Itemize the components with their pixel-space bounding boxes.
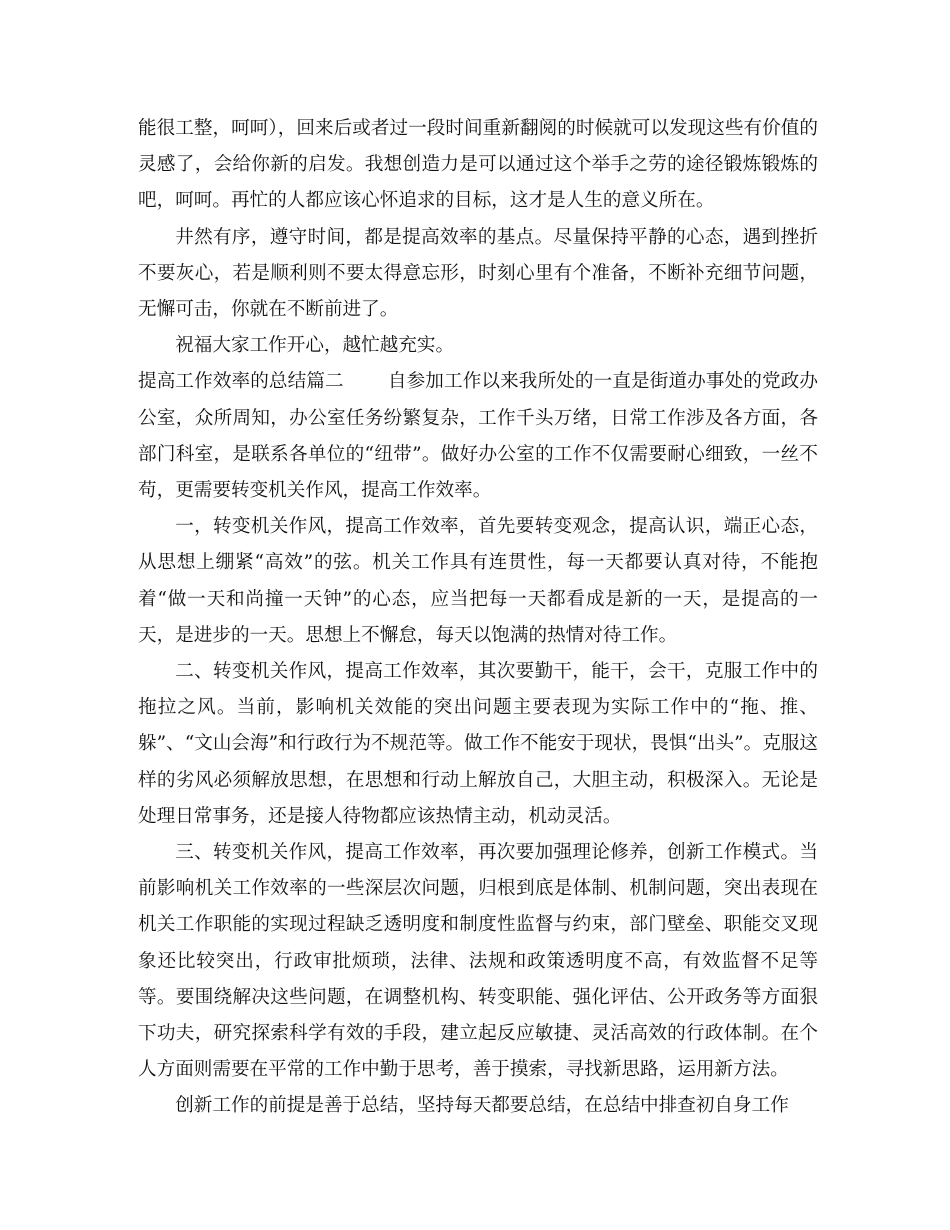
paragraph-4-text: 自参加工作以来我所处的一直是街道办事处的党政办公室，众所周知，办公室任务纷繁复杂，工作千头万绪，日常工作涉及各方面，各部门科室，是联系各单位的“纽带”。做好办公室的工作不仅需要耐心细致，一丝不苟，更需要转变机关作风，提高工作效率。 — [138, 371, 818, 502]
section-heading: 提高工作效率的总结篇二 — [138, 371, 344, 393]
paragraph-5: 一，转变机关作风，提高工作效率，首先要转变观念，提高认识，端正心态，从思想上绷紧“高效”的弦。机关工作具有连贯性，每一天都要认真对待，不能抱着“做一天和尚撞一天钟”的心态，应当把每一天都看成是新的一天，是提高的一天，是进步的一天。思想上不懈怠，每天以饱满的热情对待工作。 — [138, 516, 818, 646]
paragraph-8: 创新工作的前提是善于总结，坚持每天都要总结，在总结中排查初自身工作 — [175, 1095, 789, 1117]
paragraph-1: 能很工整，呵呵），回来后或者过一段时间重新翻阅的时候就可以发现这些有价值的灵感了，会给你新的启发。我想创造力是可以通过这个举手之劳的途径锻炼锻炼的吧，呵呵。再忙的人都应该心怀追求的目标，这才是人生的意义所在。 — [138, 118, 818, 212]
document-body — [138, 111, 818, 1125]
paragraph-6: 二、转变机关作风，提高工作效率，其次要勤干，能干，会干，克服工作中的拖拉之风。当前，影响机关效能的突出问题主要表现为实际工作中的“拖、推、躲”、“文山会海”和行政行为不规范等。做工作不能安于现状，畏惧“出头”。克服这样的劣风必须解放思想，在思想和行动上解放自己，大胆主动，积极深入。无论是处理日常事务，还是接人待物都应该热情主动，机动灵活。 — [138, 661, 818, 827]
paragraph-3: 祝福大家工作开心，越忙越充实。 — [175, 335, 455, 357]
paragraph-4 — [138, 364, 818, 509]
paragraph-7: 三、转变机关作风，提高工作效率，再次要加强理论修养，创新工作模式。当前影响机关工作效率的一些深层次问题，归根到底是体制、机制问题，突出表现在机关工作职能的实现过程缺乏透明度和制度性监督与约束，部门壁垒、职能交叉现象还比较突出，行政审批烦琐，法律、法规和政策透明度不高，有效监督不足等等。要围绕解决这些问题，在调整机构、转变职能、强化评估、公开政务等方面狠下功夫，研究探索科学有效的手段，建立起反应敏捷、灵活高效的行政体制。在个人方面则需要在平常的工作中勤于思考，善于摸索，寻找新思路，运用新方法。 — [138, 842, 818, 1081]
paragraph-2: 井然有序，遵守时间，都是提高效率的基点。尽量保持平静的心态，遇到挫折不要灰心，若是顺利则不要太得意忘形，时刻心里有个准备，不断补充细节问题，无懈可击，你就在不断前进了。 — [138, 226, 818, 321]
